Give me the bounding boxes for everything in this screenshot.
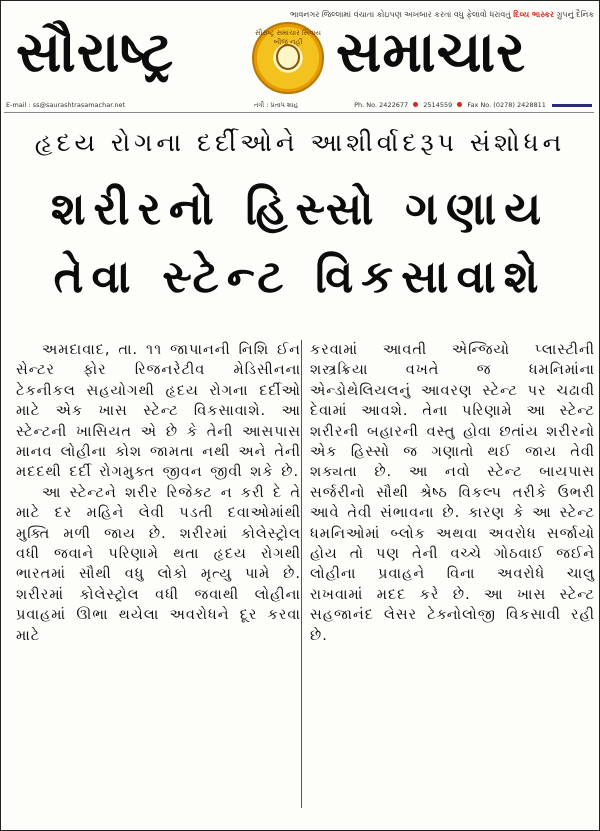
headline-main-line1: શરીરનો હિસ્સો ગણાય <box>50 182 550 235</box>
masthead <box>4 4 594 100</box>
headline-kicker: હૃદય રોગના દર્દીઓને આશીર્વાદરૂપ સંશોધન <box>34 128 566 157</box>
bullet-icon <box>457 102 462 107</box>
phone-number-1: Ph. No. 2422677 <box>354 101 409 109</box>
decorative-rule <box>552 104 592 107</box>
info-bar <box>4 100 594 113</box>
tagline-text: ભાવનગર જિલ્લામાં વંચાતા કોઇપણ અખબાર કરતાં વધુ ફેલાવો ધરાવતું <box>290 10 511 19</box>
column-divider <box>301 340 302 808</box>
contact-numbers <box>354 101 592 109</box>
masthead-seal-logo <box>252 22 324 94</box>
article-column-right <box>310 340 595 810</box>
seal-text: સૌરાષ્ટ્ર સમાચાર સિવાય બીજું નહીં <box>254 29 322 46</box>
email-address: E-mail : ss@saurashtrasamachar.net <box>6 101 125 109</box>
tagline-tail: ગ્રુપનું દૈનિક <box>556 10 594 19</box>
article-paragraph: આ સ્ટેન્ટને શરીર રિજેક્ટ ન કરી દે તે માટે દર મહિને લેવી પડતી દવાઓમાંથી મુક્તિ મળી જાય છે. શરીરમાં કોલેસ્ટ્રોલ વધી જવાને પરિણામે થતા હૃદય રોગથી ભારતમાં સૌથી વધુ લોકો મૃત્યુ પામે છે. શરીરમાં કોલેસ્ટ્રોલ વધી જવાથી લોહીના પ્રવાહમાં ઊભા થયેલા અવરોધને દૂર કરવા માટે <box>16 484 301 644</box>
article-column-left <box>16 340 301 810</box>
article-paragraph: અમદાવાદ, તા. ૧૧ જાપાનની નિશિ ઈન સેન્ટર ફોર રિજનરેટીવ મેડિસીનના ટેકનીકલ સહયોગથી હૃદય રોગના દર્દીઓ માટે એક ખાસ સ્ટેન્ટ વિકસાવાશે. આ સ્ટેન્ટની ખાસિયત એ છે કે તેની આસપાસ માનવ લોહીના કોશ જામતા નથી અને તેની મદદથી દર્દી રોગમુક્ત જીવન જીવી શકે છે. <box>16 342 301 481</box>
masthead-title-left: સૌરાષ્ટ્ર <box>16 20 175 85</box>
tagline-brand: દિવ્ય ભાસ્કર <box>513 10 555 19</box>
editor-name: તંત્રી : પ્રતાપ શાહ <box>254 101 299 109</box>
fax-number: Fax No. (0278) 2428811 <box>467 101 546 109</box>
masthead-title-right: સમાચાર <box>336 20 527 85</box>
lion-emblem-icon <box>276 44 300 70</box>
bullet-icon <box>413 102 418 107</box>
phone-number-2: 2514559 <box>423 101 453 109</box>
article-paragraph: કરવામાં આવતી એન્જિયો પ્લાસ્ટીની શસ્ત્રક્રિયા વખતે જ ધમનિમાંના એન્ડોથેલિયલનું આવરણ સ્ટેન્ટ પર ચઢાવી દેવામાં આવશે. તેના પરિણામે આ સ્ટેન્ટ શરીરની બહારની વસ્તુ હોવા છતાંય શરીરનો એક હિસ્સો જ ગણાતો થઈ જાય તેવી શક્યતા છે. આ નવો સ્ટેન્ટ બાયપાસ સર્જરીનો સૌથી શ્રેષ્ઠ વિકલ્પ તરીકે ઉભરી આવે તેવી સંભાવના છે. કારણ કે આ સ્ટેન્ટ ધમનિઓમાં બ્લોક અથવા અવરોધ સર્જાયો હોય તો પણ તેની વચ્ચે ગોઠવાઈ જઈને લોહીના પ્રવાહને વિના અવરોધે ચાલુ રાખવામાં મદદ કરે છે. આ ખાસ સ્ટેન્ટ સહજાનંદ લેસર ટેક્નોલોજી વિકસાવી રહી છે. <box>310 342 595 644</box>
headline-main-line2: તેવા સ્ટેન્ટ વિકસાવાશે <box>53 250 547 303</box>
